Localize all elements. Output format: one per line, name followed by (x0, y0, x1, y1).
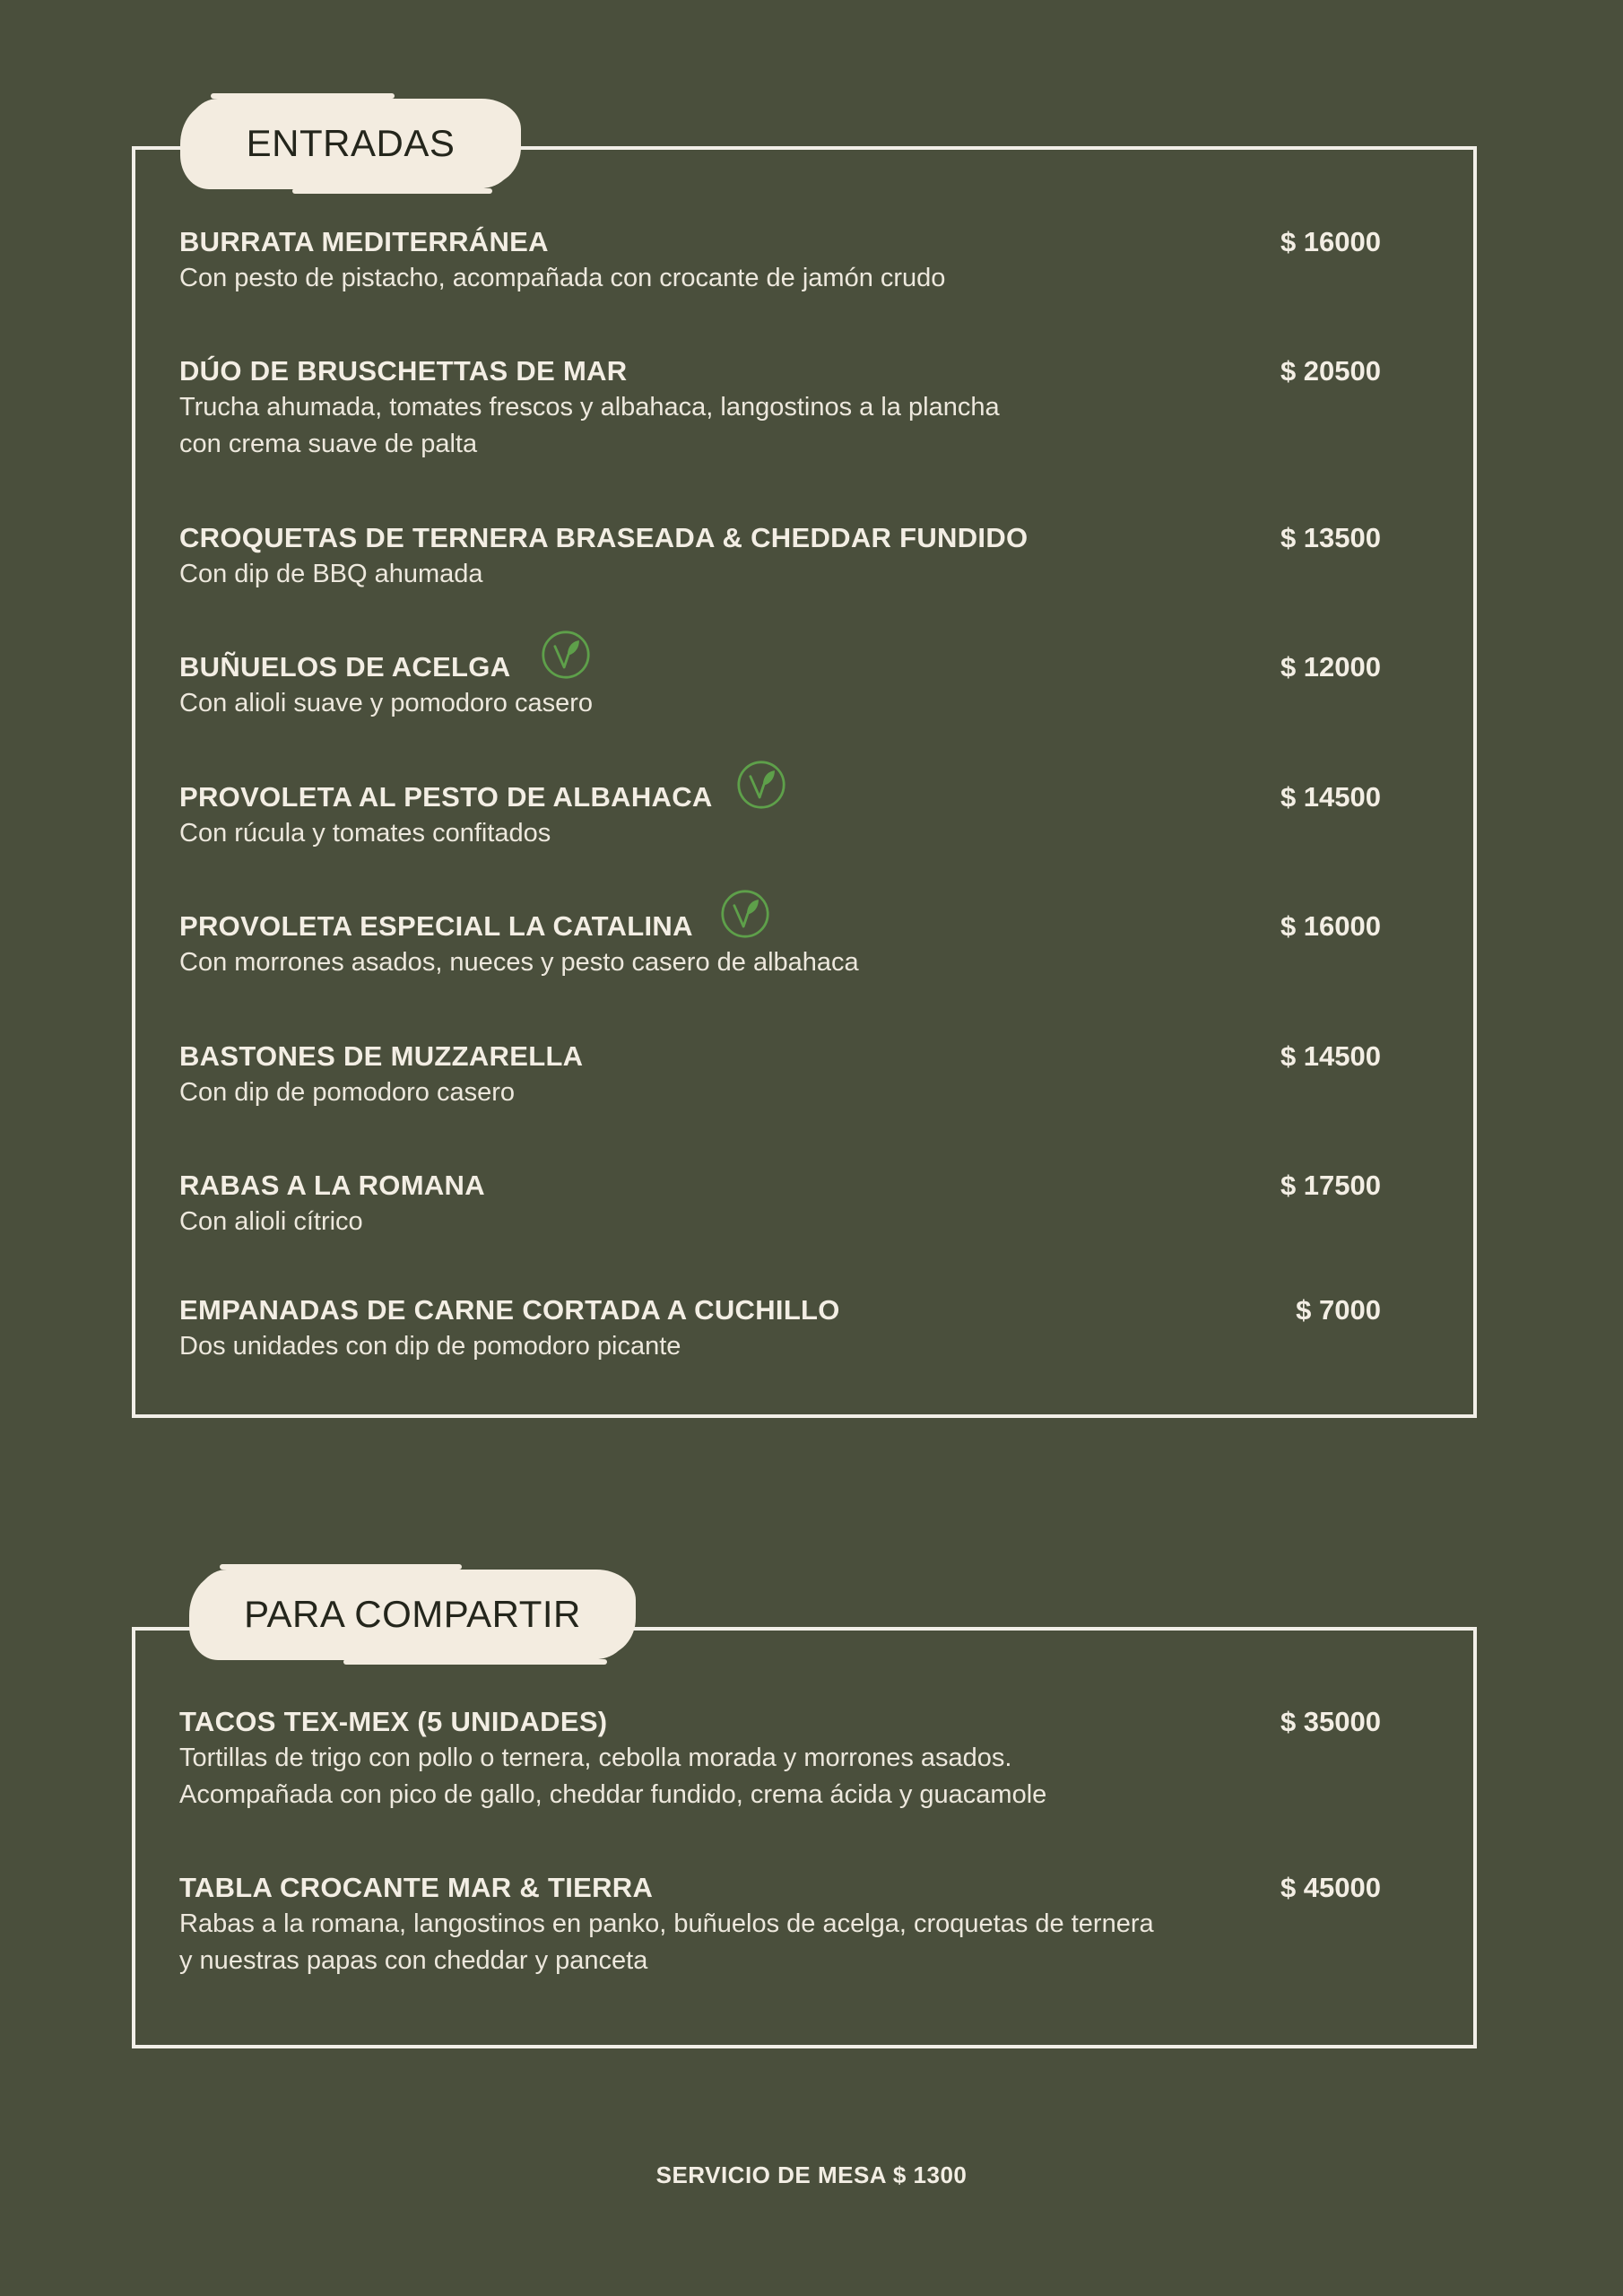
menu-item (179, 224, 1381, 297)
item-price: $ 7000 (1296, 1294, 1381, 1326)
vegetarian-leaf-icon (736, 760, 786, 810)
item-description: Con dip de BBQ ahumada (179, 560, 483, 588)
para-compartir-section-frame (132, 1627, 1477, 2048)
item-price: $ 14500 (1280, 781, 1381, 813)
item-description: Trucha ahumada, tomates frescos y albahaca, langostinos a la plancha (179, 393, 1000, 422)
item-name: DÚO DE BRUSCHETTAS DE MAR (179, 355, 628, 387)
item-name: CROQUETAS DE TERNERA BRASEADA & CHEDDAR FUNDIDO (179, 522, 1028, 553)
menu-item (179, 1704, 1381, 1813)
item-price: $ 12000 (1280, 651, 1381, 683)
item-description: Con pesto de pistacho, acompañada con crocante de jamón crudo (179, 264, 946, 292)
vegetarian-leaf-icon (541, 630, 591, 680)
item-description: Tortillas de trigo con pollo o ternera, cebolla morada y morrones asados. (179, 1744, 1012, 1772)
item-description: y nuestras papas con cheddar y panceta (179, 1946, 648, 1975)
item-price: $ 17500 (1280, 1170, 1381, 1201)
item-price: $ 16000 (1280, 910, 1381, 942)
item-name: PROVOLETA AL PESTO DE ALBAHACA (179, 781, 713, 813)
vegetarian-leaf-icon (720, 889, 770, 939)
item-description: Con dip de pomodoro casero (179, 1078, 516, 1107)
item-description: con crema suave de palta (179, 430, 478, 458)
menu-item (179, 1039, 1381, 1111)
menu-item (179, 1168, 1381, 1240)
item-name: TABLA CROCANTE MAR & TIERRA (179, 1872, 654, 1903)
item-description: Rabas a la romana, langostinos en panko, buñuelos de acelga, croquetas de ternera (179, 1909, 1154, 1938)
item-description: Con alioli cítrico (179, 1207, 363, 1236)
item-name: TACOS TEX-MEX (5 UNIDADES) (179, 1706, 608, 1737)
item-price: $ 35000 (1280, 1706, 1381, 1737)
service-charge-note: SERVICIO DE MESA $ 1300 (655, 2161, 968, 2188)
item-price: $ 45000 (1280, 1872, 1381, 1903)
para-compartir-section-title: PARA COMPARTIR (193, 1570, 632, 1659)
menu-item (179, 353, 1381, 463)
item-price: $ 14500 (1280, 1040, 1381, 1072)
item-name: BASTONES DE MUZZARELLA (179, 1040, 584, 1072)
item-description: Con alioli suave y pomodoro casero (179, 689, 594, 718)
item-name: PROVOLETA ESPECIAL LA CATALINA (179, 910, 693, 942)
menu-item (179, 909, 1381, 981)
item-name: RABAS A LA ROMANA (179, 1170, 485, 1201)
item-price: $ 13500 (1280, 522, 1381, 553)
entradas-section-title: ENTRADAS (184, 99, 517, 188)
item-name: BUÑUELOS DE ACELGA (179, 651, 511, 683)
menu-item (179, 1870, 1381, 1979)
item-name: BURRATA MEDITERRÁNEA (179, 226, 549, 257)
item-description: Con rúcula y tomates confitados (179, 819, 551, 848)
menu-item (179, 1292, 1381, 1365)
menu-item (179, 649, 1381, 722)
item-description: Acompañada con pico de gallo, cheddar fundido, crema ácida y guacamole (179, 1780, 1047, 1809)
item-price: $ 16000 (1280, 226, 1381, 257)
item-name: EMPANADAS DE CARNE CORTADA A CUCHILLO (179, 1294, 840, 1326)
item-description: Con morrones asados, nueces y pesto casero de albahaca (179, 948, 859, 977)
item-price: $ 20500 (1280, 355, 1381, 387)
menu-item (179, 520, 1381, 593)
item-description: Dos unidades con dip de pomodoro picante (179, 1332, 681, 1361)
